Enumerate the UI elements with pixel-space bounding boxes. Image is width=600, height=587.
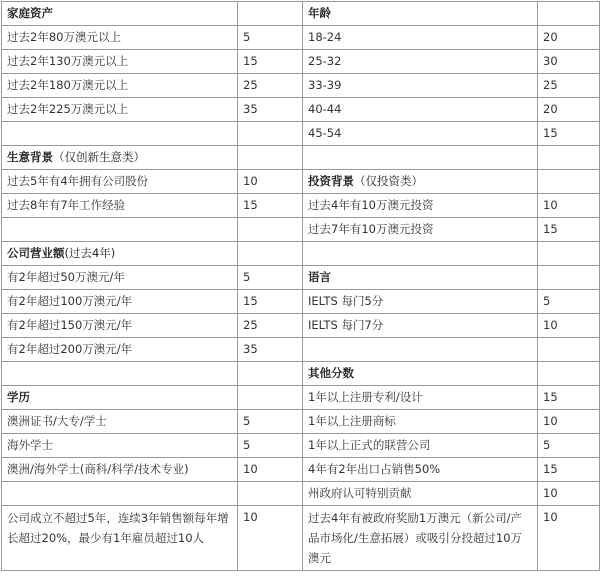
section-heading-turnover	[2, 242, 238, 266]
table-row	[2, 74, 600, 98]
empty-cell	[303, 242, 538, 266]
criterion-cell: 过去4年有10万澳元投资	[303, 194, 538, 218]
points-cell: 15	[538, 122, 600, 146]
criterion-cell: 过去7年有10万澳元投资	[303, 218, 538, 242]
criterion-cell: 有2年超过150万澳元/年	[2, 314, 238, 338]
section-heading-education: 学历	[2, 386, 238, 410]
section-heading-other-points: 其他分数	[303, 362, 538, 386]
table-row	[2, 482, 600, 506]
table-row	[2, 434, 600, 458]
points-cell: 15	[238, 290, 303, 314]
criterion-cell: 4年有2年出口占销售50%	[303, 458, 538, 482]
table-row	[2, 266, 600, 290]
points-cell: 15	[238, 194, 303, 218]
points-cell: 5	[238, 434, 303, 458]
points-cell: 5	[538, 434, 600, 458]
criterion-cell: 公司成立不超过5年，连续3年销售额每年增长超过20%，最少有1年雇员超过10人	[2, 506, 238, 571]
section-heading-business-background	[2, 146, 238, 170]
table-row	[2, 146, 600, 170]
criterion-cell: 过去8年有7年工作经验	[2, 194, 238, 218]
criterion-cell: 过去2年130万澳元以上	[2, 50, 238, 74]
section-heading-family-assets: 家庭资产	[2, 2, 238, 26]
points-cell: 20	[538, 26, 600, 50]
empty-cell	[538, 242, 600, 266]
table-row	[2, 290, 600, 314]
criterion-cell: IELTS 每门5分	[303, 290, 538, 314]
empty-cell	[238, 386, 303, 410]
table-row	[2, 386, 600, 410]
empty-cell	[538, 266, 600, 290]
table-row	[2, 338, 600, 362]
points-cell: 30	[538, 50, 600, 74]
empty-cell	[238, 218, 303, 242]
heading-note: (过去4年)	[64, 246, 116, 260]
points-cell: 35	[238, 98, 303, 122]
heading-text: 公司营业额	[7, 246, 65, 260]
heading-text: 生意背景	[7, 150, 53, 164]
points-cell: 15	[538, 218, 600, 242]
table-row	[2, 2, 600, 26]
criterion-cell: 过去4年有被政府奖励1万澳元（新公司/产品市场化/生意拓展）或吸引分投超过10万澳元	[303, 506, 538, 571]
section-heading-investment-background	[303, 170, 538, 194]
table-row	[2, 458, 600, 482]
criterion-cell: 有2年超过200万澳元/年	[2, 338, 238, 362]
points-cell: 15	[538, 386, 600, 410]
table-row	[2, 194, 600, 218]
points-table	[1, 1, 600, 571]
empty-cell	[238, 2, 303, 26]
empty-cell	[538, 146, 600, 170]
empty-cell	[2, 482, 238, 506]
empty-cell	[538, 2, 600, 26]
heading-note: （仅投资类）	[354, 174, 423, 188]
empty-cell	[238, 242, 303, 266]
table-row	[2, 410, 600, 434]
empty-cell	[303, 146, 538, 170]
criterion-cell: 有2年超过50万澳元/年	[2, 266, 238, 290]
table-row	[2, 218, 600, 242]
points-cell: 15	[538, 458, 600, 482]
points-cell: 5	[238, 266, 303, 290]
criterion-cell: 过去2年180万澳元以上	[2, 74, 238, 98]
section-heading-age: 年龄	[303, 2, 538, 26]
empty-cell	[238, 122, 303, 146]
heading-text: 投资背景	[308, 174, 354, 188]
table-row	[2, 122, 600, 146]
criterion-cell: 33-39	[303, 74, 538, 98]
criterion-cell: 澳洲/海外学士(商科/科学/技术专业)	[2, 458, 238, 482]
points-cell: 10	[538, 482, 600, 506]
empty-cell	[238, 362, 303, 386]
points-cell: 15	[238, 50, 303, 74]
points-cell: 10	[538, 314, 600, 338]
points-cell: 35	[238, 338, 303, 362]
criterion-cell: 州政府认可特别贡献	[303, 482, 538, 506]
points-cell: 10	[238, 458, 303, 482]
table-row	[2, 170, 600, 194]
criterion-cell: IELTS 每门7分	[303, 314, 538, 338]
table-row	[2, 362, 600, 386]
table-row	[2, 506, 600, 571]
criterion-cell: 25-32	[303, 50, 538, 74]
points-cell: 10	[238, 506, 303, 571]
empty-cell	[238, 146, 303, 170]
criterion-cell: 1年以上注册商标	[303, 410, 538, 434]
table-row	[2, 242, 600, 266]
empty-cell	[538, 170, 600, 194]
table-row	[2, 26, 600, 50]
points-cell: 25	[538, 74, 600, 98]
criterion-cell: 18-24	[303, 26, 538, 50]
criterion-cell: 过去2年225万澳元以上	[2, 98, 238, 122]
criterion-cell: 1年以上注册专利/设计	[303, 386, 538, 410]
points-cell: 5	[238, 410, 303, 434]
criterion-cell: 有2年超过100万澳元/年	[2, 290, 238, 314]
points-cell: 10	[538, 506, 600, 571]
points-cell: 25	[238, 314, 303, 338]
table-row	[2, 98, 600, 122]
criterion-cell: 海外学士	[2, 434, 238, 458]
criterion-cell: 1年以上正式的联营公司	[303, 434, 538, 458]
empty-cell	[2, 218, 238, 242]
empty-cell	[538, 338, 600, 362]
points-cell: 10	[238, 170, 303, 194]
points-cell: 10	[538, 194, 600, 218]
criterion-cell: 45-54	[303, 122, 538, 146]
criterion-cell: 澳洲证书/大专/学士	[2, 410, 238, 434]
points-cell: 5	[538, 290, 600, 314]
empty-cell	[2, 362, 238, 386]
criterion-cell: 40-44	[303, 98, 538, 122]
empty-cell	[238, 482, 303, 506]
empty-cell	[2, 122, 238, 146]
criterion-cell: 过去2年80万澳元以上	[2, 26, 238, 50]
section-heading-language: 语言	[303, 266, 538, 290]
points-cell: 5	[238, 26, 303, 50]
heading-note: （仅创新生意类）	[53, 150, 145, 164]
criterion-cell: 过去5年有4年拥有公司股份	[2, 170, 238, 194]
points-cell: 20	[538, 98, 600, 122]
points-cell: 10	[538, 410, 600, 434]
empty-cell	[538, 362, 600, 386]
empty-cell	[303, 338, 538, 362]
table-row	[2, 314, 600, 338]
table-row	[2, 50, 600, 74]
points-cell: 25	[238, 74, 303, 98]
